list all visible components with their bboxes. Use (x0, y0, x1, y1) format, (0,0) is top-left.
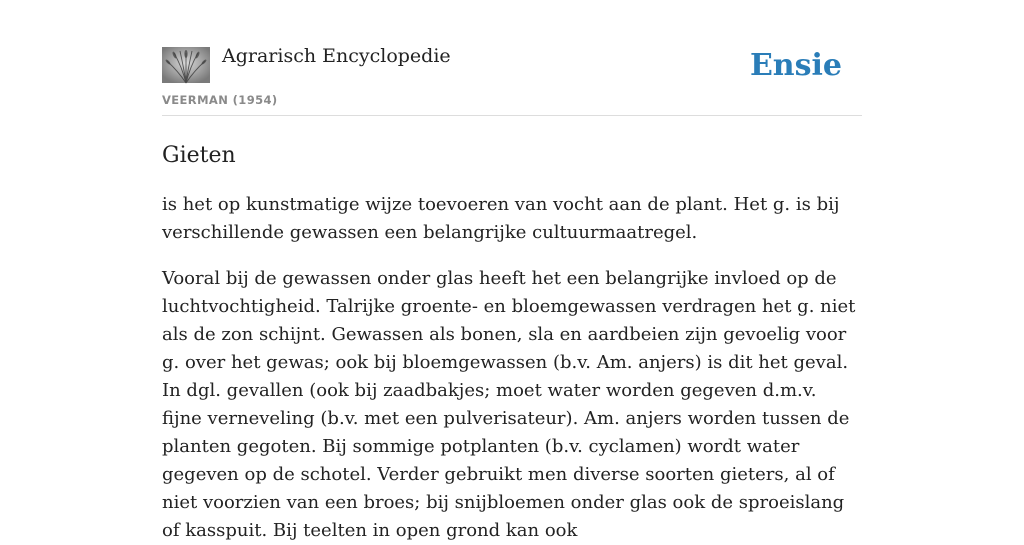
publication-title[interactable]: Agrarisch Encyclopedie (222, 45, 451, 67)
author-line: VEERMAN (1954) (162, 93, 278, 107)
entry-paragraph: Vooral bij de gewassen onder glas heeft het een belangrijke invloed op de luchtvochtigheid. Talrijke groente- en bloemgewassen verdragen het g. niet als de zon schijnt. Gewassen als bonen, sla en aardbeien zijn gevoelig voor g. over het gewas; ook bij bloemgewassen (b.v. Am. anjers) is dit het geval. In dgl. gevallen (ook bij zaadbakjes; moet water worden gegeven d.m.v. fijne verneveling (b.v. met een pulverisateur). Am. anjers worden tussen de planten gegoten. Bij sommige potplanten (b.v. cyclamen) wordt water gegeven op de schotel. Verder gebruikt men diverse soorten gieters, al of niet voorzien van een broes; bij snijbloemen onder glas ook de sproeislang of kasspuit. Bij teelten in open grond kan ook (162, 268, 856, 541)
header (162, 0, 862, 116)
content-column (162, 0, 862, 545)
wheat-sheaf-icon[interactable] (162, 47, 210, 83)
entry-title: Gieten (162, 143, 236, 168)
ensie-logo[interactable]: Ensie (749, 48, 842, 83)
entry-paragraph: is het op kunstmatige wijze toevoeren van vocht aan de plant. Het g. is bij verschillende gewassen een belangrijke cultuurmaatregel. (162, 194, 840, 243)
